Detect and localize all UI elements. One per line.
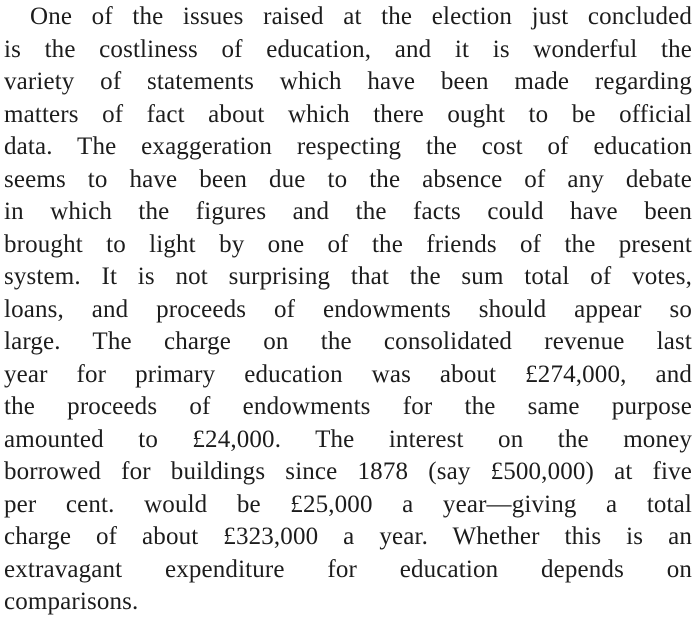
text-line-19: comparisons.: [4, 588, 139, 615]
text-line-17: charge of about £323,000 a year. Whether this is an: [4, 523, 692, 550]
text-line-13: the proceeds of endowments for the same purpose: [4, 393, 692, 420]
text-line-10: loans, and proceeds of endowments should appear so: [4, 295, 692, 323]
text-line-1: One of the issues raised at the election just concluded: [30, 3, 692, 30]
text-line-3: variety of statements which have been made regarding: [4, 68, 692, 95]
text-line-4: matters of fact about which there ought to be official: [4, 100, 692, 128]
text-line-6: seems to have been due to the absence of any debate: [4, 165, 692, 193]
text-line-16: per cent. would be £25,000 a year—giving a total: [4, 490, 692, 518]
text-line-15: borrowed for buildings since 1878 (say £500,000) at five: [4, 458, 692, 485]
text-line-18: extravagant expenditure for education depends on: [4, 555, 692, 583]
text-line-2: is the costliness of education, and it is wonderful the: [4, 35, 692, 63]
text-line-12: year for primary education was about £274,000, and: [4, 360, 692, 388]
text-line-11: large. The charge on the consolidated revenue last: [4, 328, 692, 355]
document-page: [4, 0, 692, 625]
text-line-7: in which the figures and the facts could have been: [4, 198, 692, 225]
text-line-14: amounted to £24,000. The interest on the money: [4, 425, 692, 453]
text-line-5: data. The exaggeration respecting the cost of education: [4, 133, 692, 160]
text-line-9: system. It is not surprising that the sum total of votes,: [4, 263, 692, 290]
text-line-8: brought to light by one of the friends of the present: [4, 230, 692, 258]
